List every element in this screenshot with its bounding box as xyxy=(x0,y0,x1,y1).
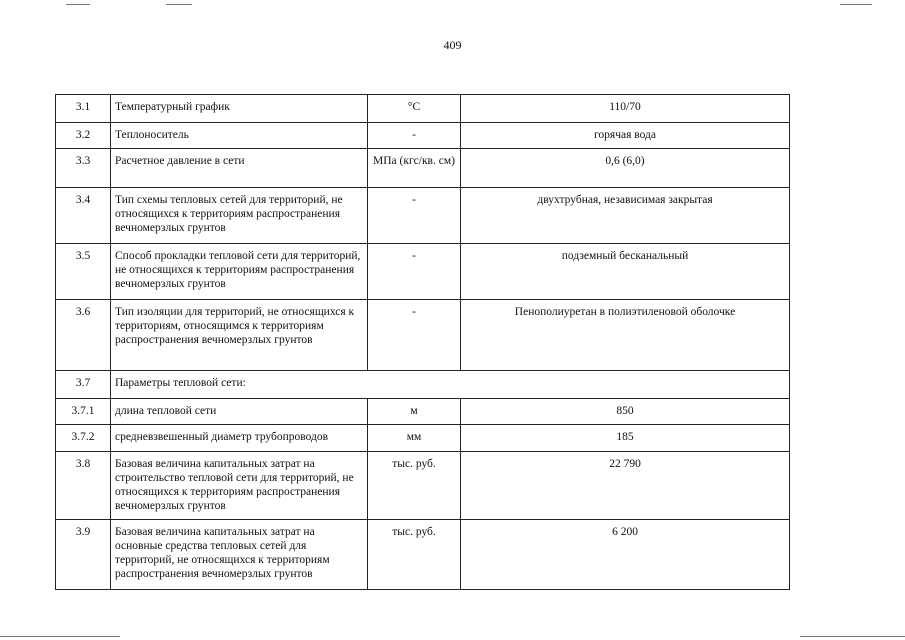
table-row xyxy=(56,452,790,520)
scan-edge-mark xyxy=(840,4,872,5)
row-name: Тип изоляции для территорий, не относящихся к территориям, относящимся к территориям распространения вечномерзлых грунтов xyxy=(111,300,368,371)
row-unit: - xyxy=(368,123,461,149)
table-row xyxy=(56,123,790,149)
row-value: двухтрубная, независимая закрытая xyxy=(461,188,790,244)
row-name: Базовая величина капитальных затрат на строительство тепловой сети для территорий, не относящихся к территориям распространения вечномерзлых грунтов xyxy=(111,452,368,520)
row-value: 110/70 xyxy=(461,95,790,123)
table-row xyxy=(56,520,790,590)
row-name: Температурный график xyxy=(111,95,368,123)
table-row xyxy=(56,425,790,452)
row-value: 6 200 xyxy=(461,520,790,590)
row-unit: тыс. руб. xyxy=(368,452,461,520)
table-row xyxy=(56,371,790,399)
row-unit: - xyxy=(368,188,461,244)
row-number: 3.7.1 xyxy=(56,399,111,425)
scan-edge-mark xyxy=(66,4,90,5)
row-unit: °С xyxy=(368,95,461,123)
row-number: 3.8 xyxy=(56,452,111,520)
row-number: 3.1 xyxy=(56,95,111,123)
row-number: 3.9 xyxy=(56,520,111,590)
row-unit: - xyxy=(368,300,461,371)
table-row xyxy=(56,300,790,371)
row-value: 22 790 xyxy=(461,452,790,520)
table-row xyxy=(56,399,790,425)
row-name: Базовая величина капитальных затрат на основные средства тепловых сетей для территорий, не относящихся к территориям распространения вечномерзлых грунтов xyxy=(111,520,368,590)
row-name: Расчетное давление в сети xyxy=(111,149,368,188)
row-number: 3.3 xyxy=(56,149,111,188)
row-name: средневзвешенный диаметр трубопроводов xyxy=(111,425,368,452)
row-unit: - xyxy=(368,244,461,300)
row-value: горячая вода xyxy=(461,123,790,149)
table-row xyxy=(56,149,790,188)
parameters-table xyxy=(55,94,790,590)
table-row xyxy=(56,244,790,300)
row-number: 3.7 xyxy=(56,371,111,399)
row-value: 185 xyxy=(461,425,790,452)
row-value: подземный бесканальный xyxy=(461,244,790,300)
row-number: 3.7.2 xyxy=(56,425,111,452)
row-value: 0,6 (6,0) xyxy=(461,149,790,188)
row-unit: мм xyxy=(368,425,461,452)
row-unit: тыс. руб. xyxy=(368,520,461,590)
row-name: Способ прокладки тепловой сети для территорий, не относящихся к территориям распространения вечномерзлых грунтов xyxy=(111,244,368,300)
scan-edge-mark xyxy=(800,636,905,637)
row-unit: м xyxy=(368,399,461,425)
row-value: 850 xyxy=(461,399,790,425)
row-value: Пенополиуретан в полиэтиленовой оболочке xyxy=(461,300,790,371)
row-number: 3.2 xyxy=(56,123,111,149)
table-row xyxy=(56,188,790,244)
table-row xyxy=(56,95,790,123)
row-unit: МПа (кгс/кв. см) xyxy=(368,149,461,188)
row-name: Параметры тепловой сети: xyxy=(111,371,790,399)
row-number: 3.5 xyxy=(56,244,111,300)
row-number: 3.6 xyxy=(56,300,111,371)
row-number: 3.4 xyxy=(56,188,111,244)
row-name: Тип схемы тепловых сетей для территорий, не относящихся к территориям распространения вечномерзлых грунтов xyxy=(111,188,368,244)
row-name: Теплоноситель xyxy=(111,123,368,149)
row-name: длина тепловой сети xyxy=(111,399,368,425)
scan-edge-mark xyxy=(166,4,192,5)
page-number: 409 xyxy=(443,38,462,52)
scan-edge-mark xyxy=(0,636,120,637)
